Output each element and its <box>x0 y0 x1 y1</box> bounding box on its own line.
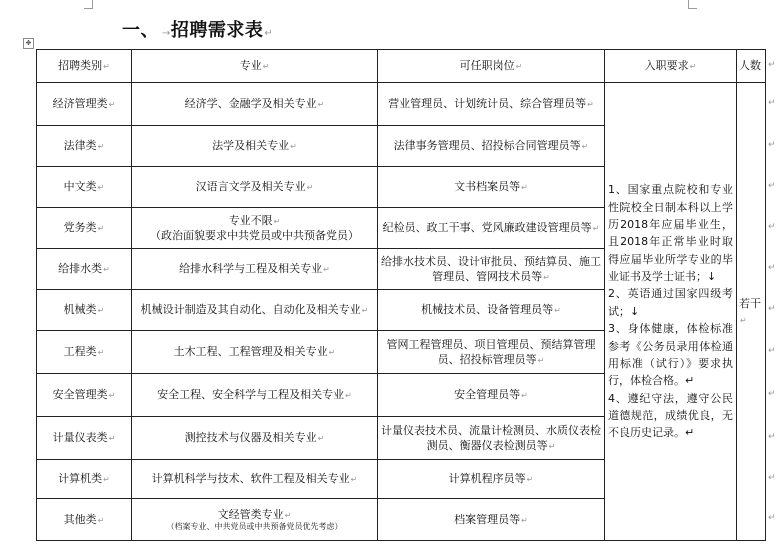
positions-cell: 计算机程序员等↵ <box>378 460 605 499</box>
major-cell: 给排水科学与工程及相关专业↵ <box>132 249 378 290</box>
page-corner-mark-right <box>688 0 697 9</box>
category-cell: 工程类↵ <box>37 331 132 374</box>
positions-cell: 计量仪表技术员、流量计检测员、水质仪表检测员、衡器仪表检测员等↵ <box>378 417 605 460</box>
page-corner-mark-left <box>84 0 93 9</box>
row-end-mark: ↵ <box>768 513 776 523</box>
requirement-item: 2、英语通过国家四级考试；↓ <box>608 287 733 318</box>
header-requirements: 入职要求↵ <box>605 50 737 83</box>
table-row <box>37 83 766 126</box>
major-cell: 安全工程、安全科学与工程及相关专业↵ <box>132 374 378 417</box>
row-end-mark: ↵ <box>768 431 776 442</box>
table-move-handle-icon[interactable]: ✥ <box>23 38 34 49</box>
positions-cell: 法律事务管理员、招投标合同管理员等↵ <box>378 126 605 167</box>
category-cell: 党务类↵ <box>37 208 132 249</box>
category-cell: 经济管理类↵ <box>37 83 132 126</box>
major-cell: 汉语言文学及相关专业↵ <box>132 167 378 208</box>
positions-cell: 营业管理员、计划统计员、综合管理员等↵ <box>378 83 605 126</box>
major-note: （档案专业、中共党员或中共预备党员优先考虑） <box>166 522 343 531</box>
major-cell: 法学及相关专业↵ <box>132 126 378 167</box>
major-cell: 测控技术与仪器及相关专业↵ <box>132 417 378 460</box>
category-cell: 计量仪表类↵ <box>37 417 132 460</box>
requirement-item: 3、身体健康，体检标准参考《公务员录用体检通用标准（试行）》要求执行，体检合格。↵ <box>608 322 733 388</box>
positions-cell: 安全管理员等↵ <box>378 374 605 417</box>
tab-arrow-mark: → <box>162 28 171 39</box>
count-cell: 若干↵ <box>737 83 766 541</box>
category-cell: 安全管理类↵ <box>37 374 132 417</box>
category-cell: 法律类↵ <box>37 126 132 167</box>
header-count: 人数 <box>737 50 766 83</box>
major-cell: 文经管类专业↵ （档案专业、中共党员或中共预备党员优先考虑） <box>132 499 378 541</box>
header-category: 招聘类别↵ <box>37 50 132 83</box>
major-note: （政治面貌要求中共党员或中共预备党员） <box>150 229 359 242</box>
category-cell: 其他类↵ <box>37 499 132 541</box>
row-end-mark: ↵ <box>768 180 776 191</box>
heading-text: 招聘需求表 <box>170 20 264 41</box>
major-cell: 经济学、金融学及相关专业↵ <box>132 83 378 126</box>
row-end-mark: ↵ <box>768 472 776 483</box>
row-end-mark: ↵ <box>768 97 776 108</box>
positions-cell: 机械技术员、设备管理员等↵ <box>378 290 605 331</box>
category-cell: 机械类↵ <box>37 290 132 331</box>
positions-cell: 管网工程管理员、项目管理员、预结算管理员、招投标管理员等↵ <box>378 331 605 374</box>
major-cell: 计算机科学与技术、软件工程及相关专业↵ <box>132 460 378 499</box>
row-end-mark: ↵ <box>768 59 776 70</box>
positions-cell: 文书档案员等↵ <box>378 167 605 208</box>
positions-cell: 纪检员、政工干事、党风廉政建设管理员等↵ <box>378 208 605 249</box>
category-cell: 给排水类↵ <box>37 249 132 290</box>
row-end-mark: ↵ <box>768 139 776 150</box>
row-end-mark: ↵ <box>768 221 776 232</box>
recruitment-table <box>36 49 766 541</box>
row-end-mark: ↵ <box>768 388 776 399</box>
row-end-mark: ↵ <box>768 262 776 273</box>
requirements-cell <box>605 83 737 541</box>
section-heading <box>122 16 273 42</box>
row-end-mark: ↵ <box>768 345 776 356</box>
requirement-item: 4、遵纪守法，遵守公民道德规范，成绩优良，无不良历史记录。↵ <box>608 391 733 440</box>
category-cell: 计算机类↵ <box>37 460 132 499</box>
major-cell: 土木工程、工程管理及相关专业↵ <box>132 331 378 374</box>
header-major: 专业↵ <box>132 50 378 83</box>
category-cell: 中文类↵ <box>37 167 132 208</box>
row-end-mark: ↵ <box>768 303 776 314</box>
positions-cell: 给排水技术员、设计审批员、预结算员、施工管理员、管网技术员等↵ <box>378 249 605 290</box>
positions-cell: 档案管理员等↵ <box>378 499 605 541</box>
header-positions: 可任职岗位↵ <box>378 50 605 83</box>
paragraph-mark: ↵ <box>264 28 274 39</box>
major-cell: 机械设计制造及其自动化、自动化及相关专业↵ <box>132 290 378 331</box>
table-header-row <box>37 50 766 83</box>
requirement-item: 1、国家重点院校和专业性院校全日制本科以上学历2018年应届毕业生，且2018年正常毕业时取得应届毕业所学专业的毕业证书及学士证书；↓ <box>608 183 733 284</box>
heading-number: 一、 <box>122 20 159 41</box>
major-cell: 专业不限↵ （政治面貌要求中共党员或中共预备党员） <box>132 208 378 249</box>
